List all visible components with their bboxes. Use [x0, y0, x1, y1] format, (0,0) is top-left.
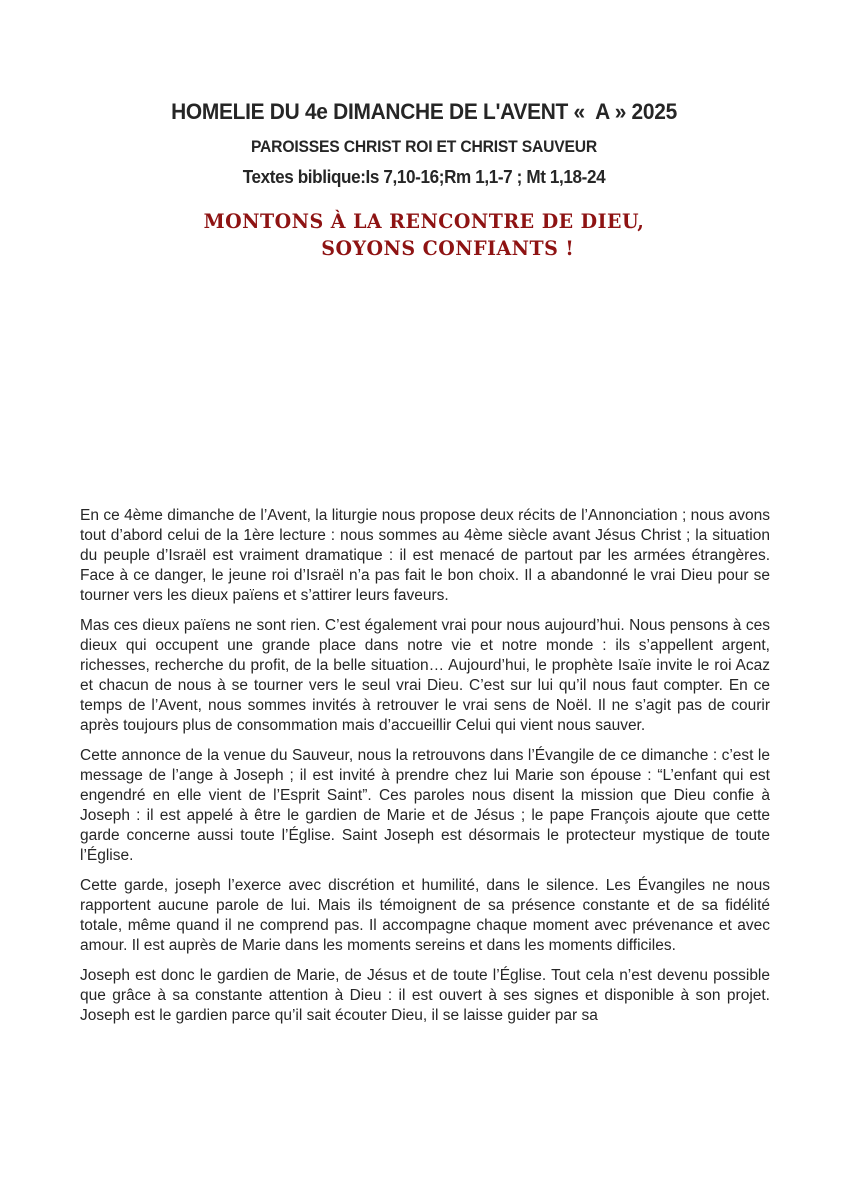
- body-paragraph: Cette garde, joseph l’exerce avec discrétion et humilité, dans le silence. Les Évangiles ne nous rapportent aucune parole de lui. Mais ils témoignent de sa présence constante et de sa fidélité totale, même quand il ne comprend pas. Il accompagne chaque moment avec prévenance et avec amour. Il est auprès de Marie dans les moments sereins et dans les moments difficiles.: [80, 877, 770, 954]
- body-paragraph: Joseph est donc le gardien de Marie, de Jésus et de toute l’Église. Tout cela n’est devenu possible que grâce à sa constante attention à Dieu : il est ouvert à ses signes et disponible à son projet. Joseph est le gardien parce qu’il sait écouter Dieu, il se laisse guider par sa: [80, 967, 770, 1024]
- document-title: HOMELIE DU 4e DIMANCHE DE L'AVENT « A » 2025: [171, 99, 677, 124]
- bible-readings: Textes biblique:Is 7,10-16;Rm 1,1-7 ; Mt 1,18-24: [242, 167, 606, 187]
- body-paragraph: En ce 4ème dimanche de l’Avent, la liturgie nous propose deux récits de l’Annonciation ; nous avons tout d’abord celui de la 1ère lecture : nous sommes au 4ème siècle avant Jésus Christ ; la situation du peuple d’Israël est vraiment dramatique : il est menacé de partout par les armées étrangères. Face à ce danger, le jeune roi d’Israël n’a pas fait le bon choix. Il a abandonné le vrai Dieu pour se tourner vers les dieux païens et s’attirer leurs faveurs.: [80, 507, 770, 604]
- homily-theme-line1: MONTONS À LA RENCONTRE DE DIEU,: [203, 209, 645, 233]
- homily-theme-line2: SOYONS CONFIANTS !: [321, 236, 575, 260]
- body-paragraph: Cette annonce de la venue du Sauveur, nous la retrouvons dans l’Évangile de ce dimanche : c’est le message de l’ange à Joseph ; il est invité à prendre chez lui Marie son épouse : “L’enfant qui est engendré en elle vient de l’Esprit Saint”. Ces paroles nous disent la mission que Dieu confie à Joseph : il est appelé à être le gardien de Marie et de Jésus ; le pape François ajoute que cette garde concerne aussi toute l’Église. Saint Joseph est désormais le protecteur mystique de toute l’Église.: [80, 747, 770, 864]
- body-paragraph: Mas ces dieux païens ne sont rien. C’est également vrai pour nous aujourd’hui. Nous pensons à ces dieux qui occupent une grande place dans notre vie et notre monde : ils s’appellent argent, richesses, recherche du profit, de la belle situation… Aujourd’hui, le prophète Isaïe invite le roi Acaz et chacun de nous à se tourner vers le seul vrai Dieu. C’est sur lui qu’il nous faut compter. En ce temps de l’Avent, nous sommes invités à retrouver le vrai sens de Noël. Il ne s’agit pas de courir après toujours plus de consommation mais d’accueillir Celui qui vient nous sauver.: [80, 617, 770, 734]
- homily-body: [80, 506, 770, 1026]
- homily-theme-heading: [21, 208, 827, 262]
- document-subtitle: PAROISSES CHRIST ROI ET CHRIST SAUVEUR: [250, 138, 598, 156]
